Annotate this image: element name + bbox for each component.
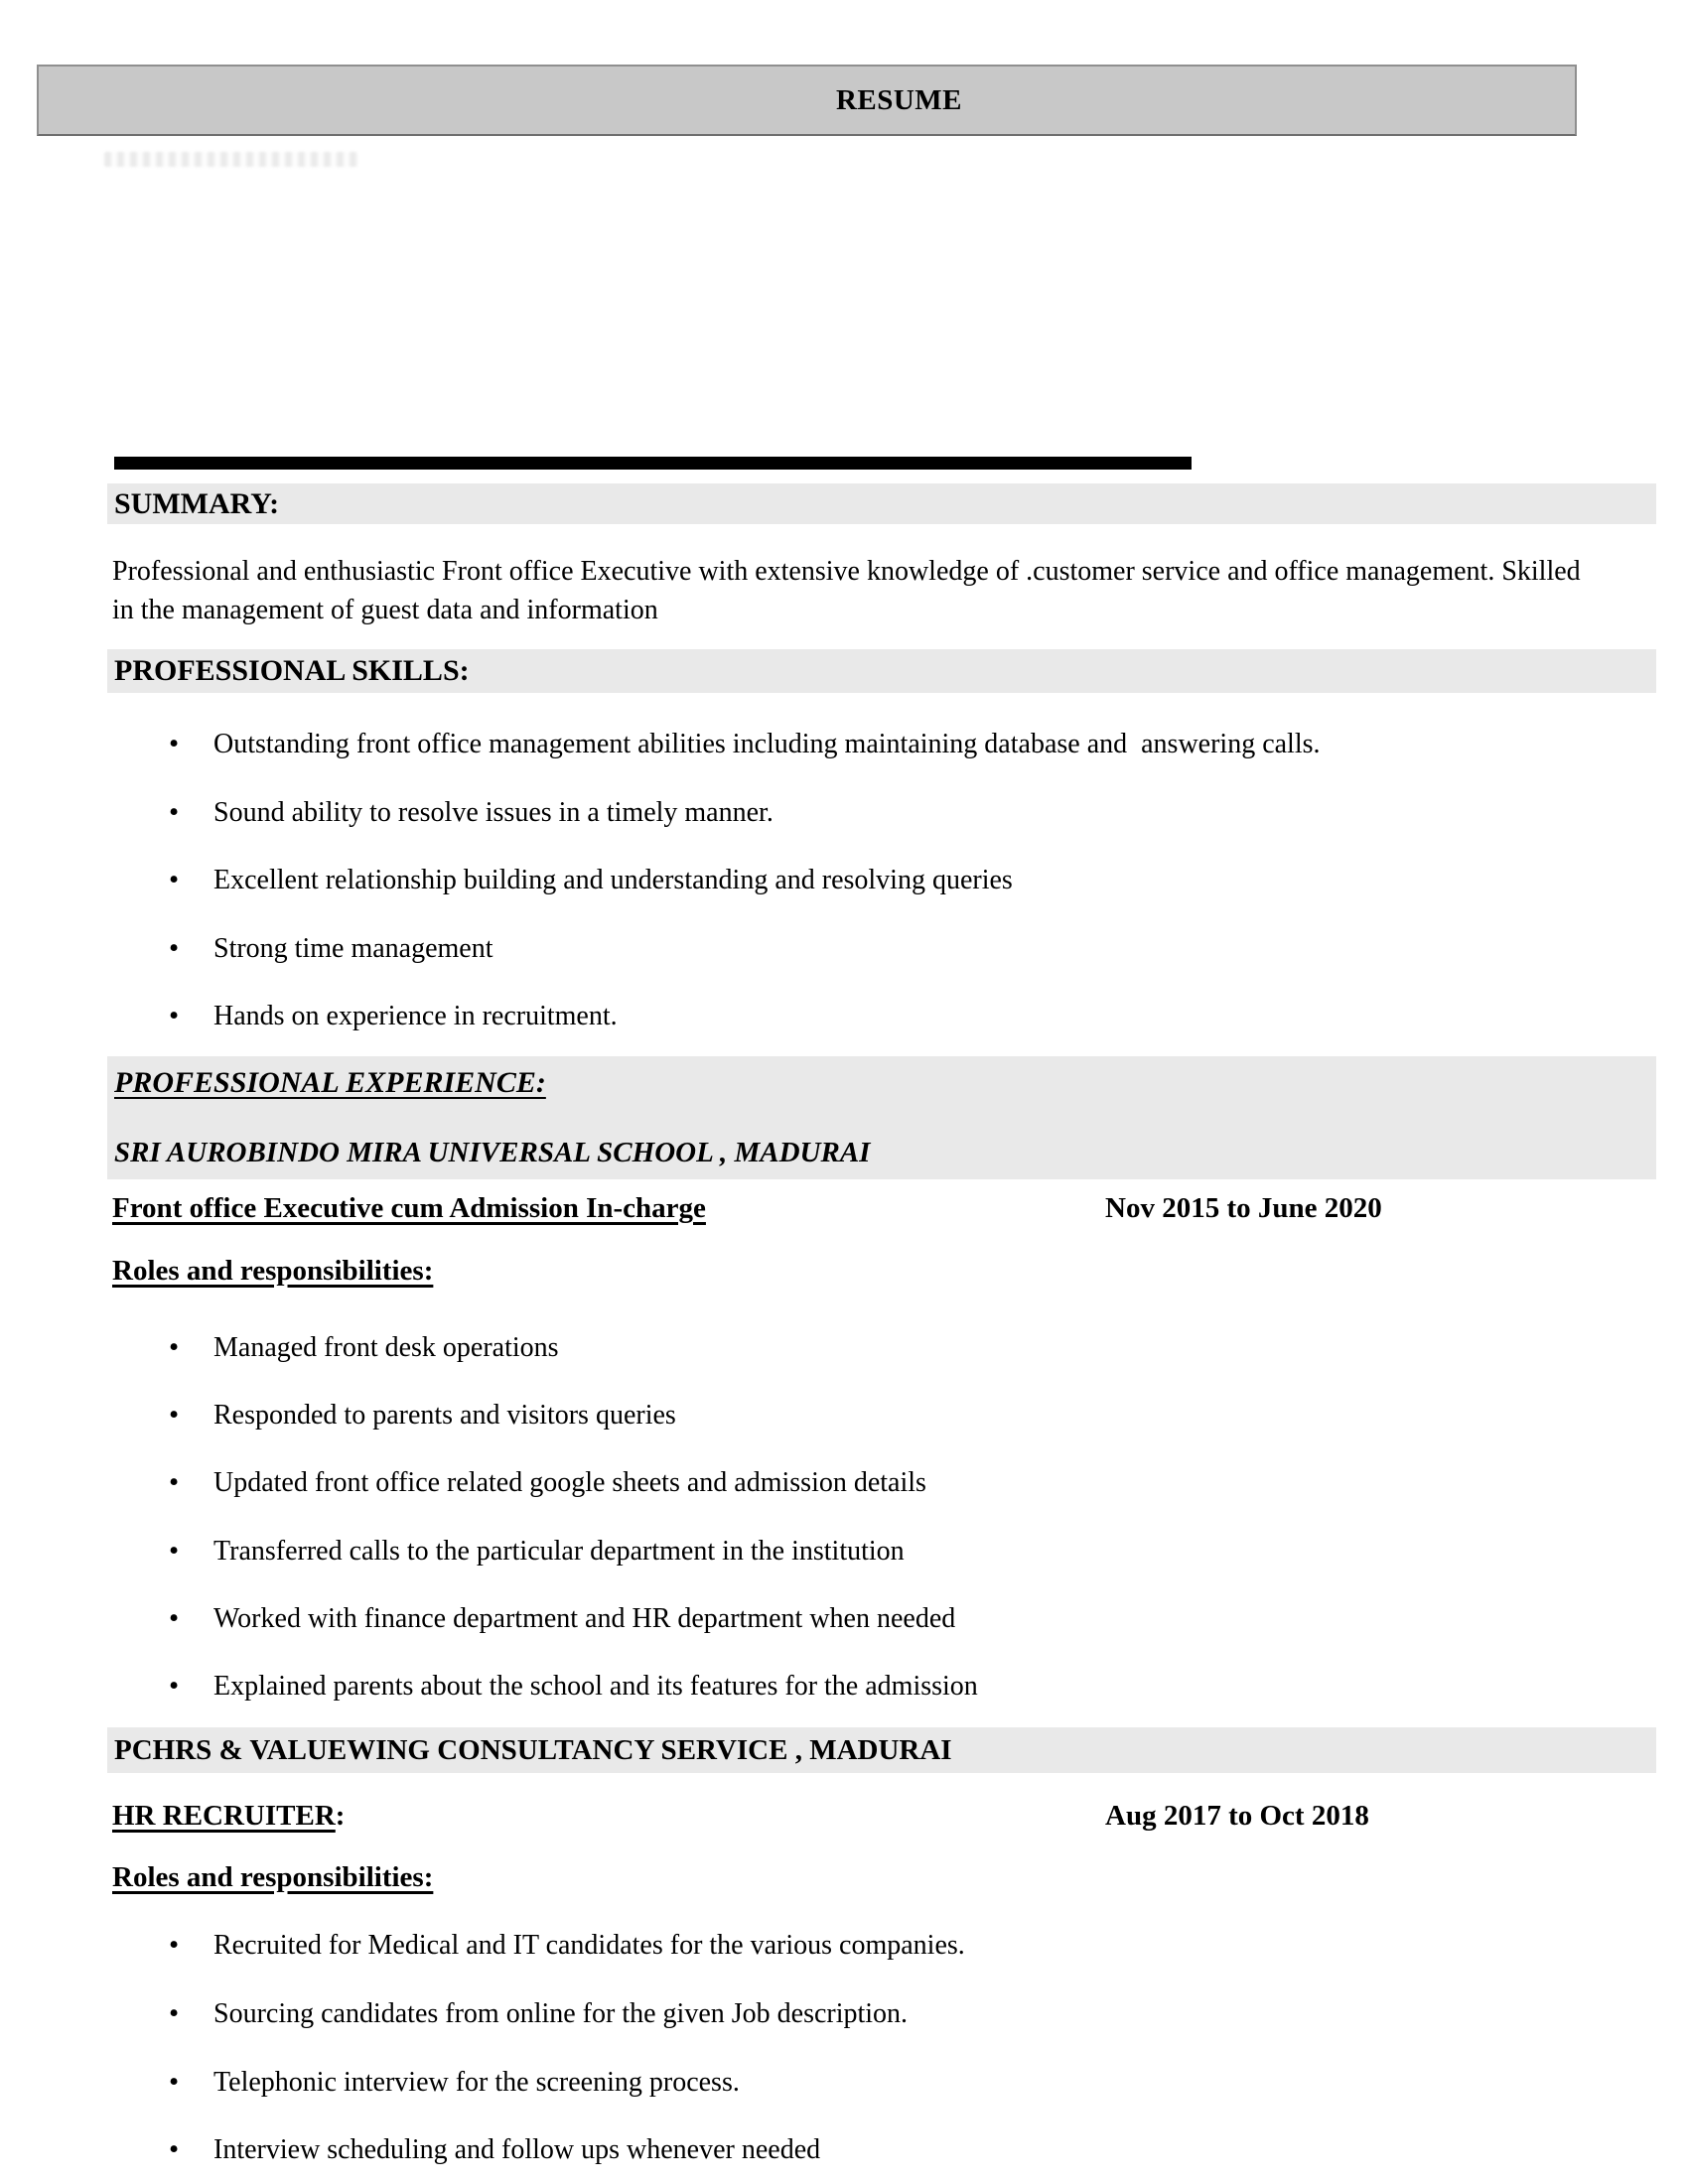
section-divider-bar <box>114 457 1192 470</box>
job-title: Front office Executive cum Admission In-charge <box>112 1192 706 1224</box>
skill-item <box>112 796 1602 865</box>
job-title-row <box>112 1799 1582 1843</box>
job1-responsibilities-list <box>112 1331 1602 1737</box>
job-dates: Nov 2015 to June 2020 <box>1105 1192 1382 1224</box>
job-dates: Aug 2017 to Oct 2018 <box>1105 1800 1369 1832</box>
skill-item <box>112 728 1602 796</box>
company-name: PCHRS & VALUEWING CONSULTANCY SERVICE , MADURAI <box>114 1734 952 1766</box>
redacted-contact-line <box>104 152 358 167</box>
skill-item-text: Outstanding front office management abilities including maintaining database and answering calls. <box>213 729 1321 759</box>
responsibility-text: Transferred calls to the particular department in the institution <box>213 1535 905 1567</box>
responsibility-text: Telephonic interview for the screening process. <box>213 2066 740 2098</box>
responsibility-text: Sourcing candidates from online for the given Job description. <box>213 1997 909 2029</box>
job-title-row <box>112 1191 1582 1235</box>
job-title: HR RECRUITER <box>112 1800 336 1832</box>
skills-list <box>112 728 1602 1068</box>
skill-item-text: Excellent relationship building and understanding and resolving queries <box>213 865 1013 895</box>
bullet-dot-icon: • <box>169 1399 180 1432</box>
summary-paragraph: Professional and enthusiastic Front office Executive with extensive knowledge of .customer service and office management. Skilled in the management of guest data and information <box>112 556 1581 625</box>
bullet-dot-icon: • <box>169 1996 180 2029</box>
summary-heading: SUMMARY: <box>114 487 280 520</box>
responsibility-item <box>112 1535 1602 1602</box>
responsibility-text: Worked with finance department and HR department when needed <box>213 1602 956 1634</box>
bullet-dot-icon: • <box>169 1669 180 1702</box>
responsibility-item <box>112 1997 1602 2066</box>
bullet-dot-icon: • <box>169 1534 180 1567</box>
skills-section-band <box>107 649 1656 693</box>
page-title: RESUME <box>835 84 963 116</box>
bullet-dot-icon: • <box>169 864 180 895</box>
responsibility-text: Explained parents about the school and its features for the admission <box>213 1670 978 1702</box>
bullet-dot-icon: • <box>169 1331 180 1363</box>
bullet-dot-icon: • <box>169 2133 180 2166</box>
responsibility-text: Interview scheduling and follow ups whenever needed <box>213 2134 821 2166</box>
bullet-dot-icon: • <box>169 2065 180 2098</box>
responsibility-item <box>112 2066 1602 2134</box>
company2-section-band <box>107 1727 1656 1773</box>
roles-heading: Roles and responsibilities: <box>112 1861 434 1893</box>
bullet-dot-icon: • <box>169 931 180 964</box>
skill-item <box>112 864 1602 932</box>
bullet-dot-icon: • <box>169 1929 180 1961</box>
experience-heading: PROFESSIONAL EXPERIENCE: <box>114 1066 546 1099</box>
responsibility-item <box>112 1929 1602 1997</box>
responsibility-item <box>112 1331 1602 1399</box>
bullet-dot-icon: • <box>169 1601 180 1634</box>
bullet-dot-icon: • <box>169 1000 180 1031</box>
responsibility-text: Managed front desk operations <box>213 1332 559 1363</box>
bullet-dot-icon: • <box>169 1466 180 1499</box>
skill-item-text: Hands on experience in recruitment. <box>213 1001 618 1031</box>
job2-responsibilities-list <box>112 1929 1602 2184</box>
skill-item-text: Sound ability to resolve issues in a timely manner. <box>213 796 774 828</box>
resume-title-box <box>37 65 1577 136</box>
responsibility-item <box>112 2133 1602 2184</box>
responsibility-text: Responded to parents and visitors queries <box>213 1400 676 1432</box>
responsibility-text: Updated front office related google sheets and admission details <box>213 1467 926 1499</box>
job-title-suffix: : <box>335 1800 346 1832</box>
experience-section-band <box>107 1056 1656 1179</box>
skills-heading: PROFESSIONAL SKILLS: <box>114 654 470 687</box>
bullet-dot-icon: • <box>169 728 180 759</box>
bullet-dot-icon: • <box>169 795 180 828</box>
responsibility-item <box>112 1602 1602 1670</box>
responsibility-item <box>112 1399 1602 1466</box>
roles-heading: Roles and responsibilities: <box>112 1255 434 1287</box>
skill-item <box>112 932 1602 1001</box>
responsibility-text: Recruited for Medical and IT candidates for the various companies. <box>213 1930 965 1961</box>
summary-section-band <box>107 483 1656 524</box>
skill-item-text: Strong time management <box>213 932 493 964</box>
company-name: SRI AUROBINDO MIRA UNIVERSAL SCHOOL , MADURAI <box>114 1137 871 1168</box>
responsibility-item <box>112 1466 1602 1534</box>
